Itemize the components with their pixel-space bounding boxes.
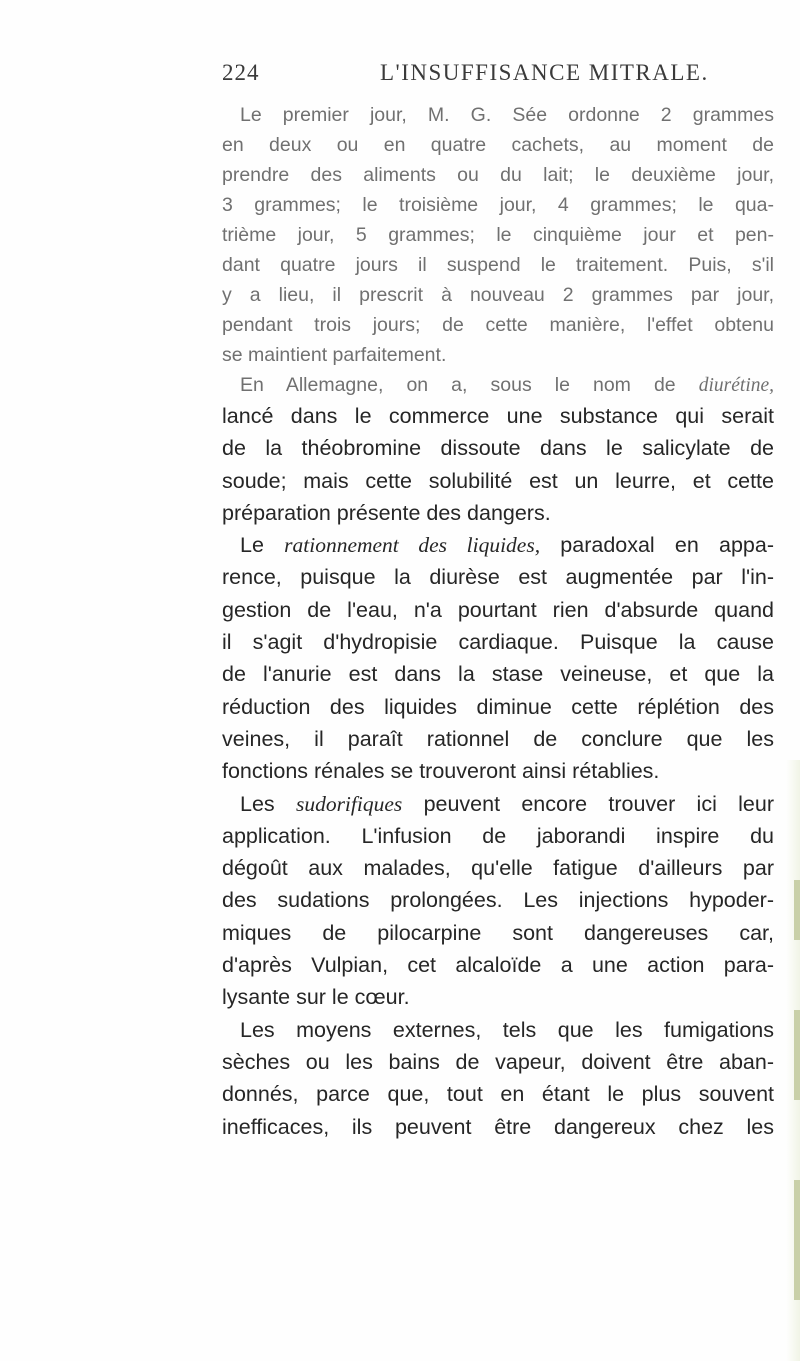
running-title: L'INSUFFISANCE MITRALE. <box>380 60 709 85</box>
page-edge-mark <box>794 1180 800 1300</box>
italic-term-rationnement: rationnement des liquides, <box>284 533 541 558</box>
paragraph-germany-start <box>222 370 774 400</box>
page-number: 224 <box>222 60 260 85</box>
text-line: de l'anurie est dans la stase veineuse, et que la <box>222 662 774 687</box>
text-line: inefficaces, ils peuvent être dangereux chez les <box>222 1114 774 1139</box>
text-line: de la théobromine dissoute dans le salicylate de <box>222 436 774 461</box>
text-line: application. L'infusion de jaborandi inspire du <box>222 823 774 848</box>
text-segment: paradoxal en appa- <box>560 533 774 558</box>
text-line <box>222 529 774 561</box>
page-edge-mark <box>794 1010 800 1100</box>
text-line: donnés, parce que, tout en étant le plus souvent <box>222 1082 774 1107</box>
body-text <box>222 100 774 1143</box>
paragraph-dosage <box>222 100 774 370</box>
text-line: Les moyens externes, tels que les fumigations <box>240 1017 774 1042</box>
text-segment: peuvent encore trouver ici leur <box>423 791 774 816</box>
text-line: lancé dans le commerce une substance qui serait <box>222 404 774 428</box>
text-line: sèches ou les bains de vapeur, doivent être aban- <box>222 1049 774 1074</box>
text-line: miques de pilocarpine sont dangereuses car, <box>222 920 774 945</box>
text-line: dant quatre jours il suspend le traitement. Puis, s'il <box>222 254 774 276</box>
text-line: rence, puisque la diurèse est augmentée par l'in- <box>222 565 774 590</box>
paragraph-moyens-externes <box>222 1014 774 1143</box>
text-line: trième jour, 5 grammes; le cinquième jour et pen- <box>222 224 774 246</box>
text-line: des sudations prolongées. Les injections hypoder- <box>222 888 774 913</box>
text-line: pendant trois jours; de cette manière, l'effet obtenu <box>222 314 774 336</box>
text-line: se maintient parfaitement. <box>222 344 447 366</box>
text-segment: Les <box>240 791 275 816</box>
paragraph-germany-continued <box>222 400 774 529</box>
text-line: soude; mais cette solubilité est un leurre, et cette <box>222 468 774 493</box>
text-line <box>222 370 774 400</box>
italic-term-sudorifiques: sudorifiques <box>295 791 403 816</box>
text-line <box>222 788 774 820</box>
paragraph-sudorifiques <box>222 788 774 1014</box>
text-line: prendre des aliments ou du lait; le deuxième jour, <box>222 164 774 186</box>
page-edge-mark <box>794 880 800 940</box>
italic-term-diuretine: diurétine, <box>698 375 774 396</box>
paragraph-rationnement <box>222 529 774 787</box>
text-line: gestion de l'eau, n'a pourtant rien d'absurde quand <box>222 597 774 622</box>
text-segment: En Allemagne, on a, sous le nom de <box>240 374 676 396</box>
text-line: préparation présente des dangers. <box>222 500 551 525</box>
text-line: fonctions rénales se trouveront ainsi rétablies. <box>222 759 660 784</box>
text-line: lysante sur le cœur. <box>222 985 410 1010</box>
text-segment: Le <box>240 533 264 558</box>
text-line: Le premier jour, M. G. Sée ordonne 2 grammes <box>240 104 774 126</box>
text-line: d'après Vulpian, cet alcaloïde a une action para- <box>222 953 774 978</box>
running-head <box>222 60 782 94</box>
text-line: 3 grammes; le troisième jour, 4 grammes; le qua- <box>222 194 774 216</box>
text-line: dégoût aux malades, qu'elle fatigue d'ailleurs par <box>222 856 774 881</box>
text-line: veines, il paraît rationnel de conclure que les <box>222 726 774 751</box>
text-line: y a lieu, il prescrit à nouveau 2 grammes par jour, <box>222 284 774 306</box>
text-line: il s'agit d'hydropisie cardiaque. Puisque la cause <box>222 630 774 655</box>
text-line: réduction des liquides diminue cette réplétion des <box>222 694 774 719</box>
text-line: en deux ou en quatre cachets, au moment de <box>222 134 774 156</box>
